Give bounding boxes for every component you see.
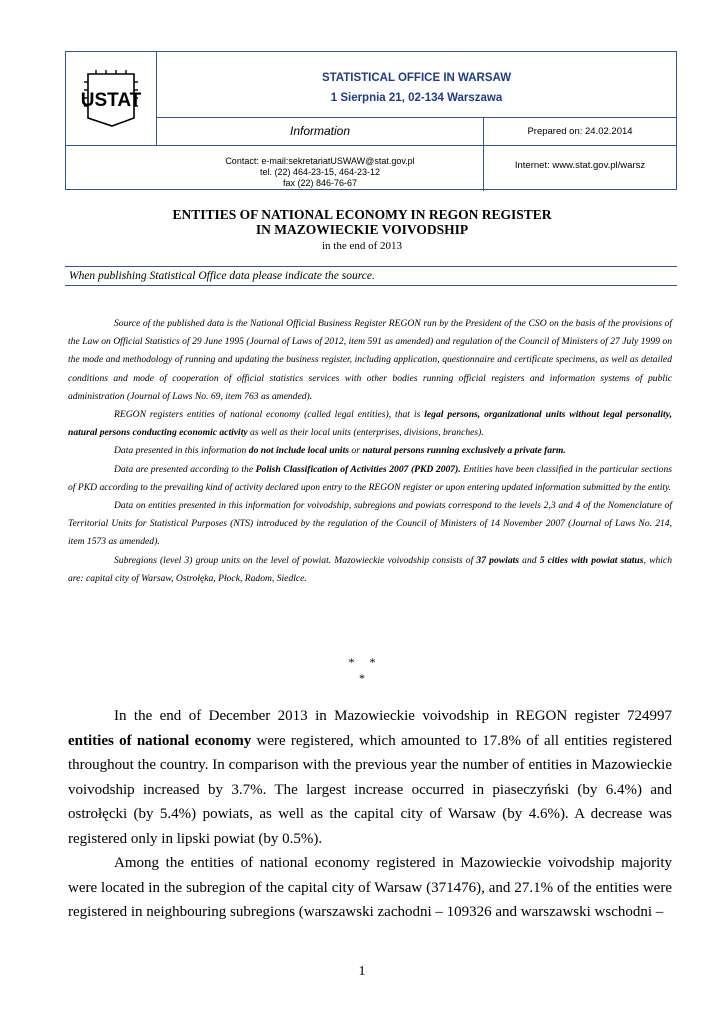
methodology-paragraph: Data on entities presented in this information for voivodship, subregions and powiats correspond to the levels 2,3 and 4 of the Nomenclature of Territorial Units for Statistical Purposes (NTS) introduced by the regulation of the Council of Ministers of 14 November 2007 (Journal of Laws No. 214, item 1573 as amended). bbox=[68, 500, 672, 548]
header-table bbox=[65, 51, 677, 190]
contact-tel: tel. (22) 464-23-15, 464-23-12 bbox=[259, 167, 381, 177]
body-paragraph: In the end of December 2013 in Mazowieckie voivodship in REGON register 724997 entities of national economy were registered, which amounted to 17.8% of all entities registered throughout the country. In comparison with the previous year the number of entities in Mazowieckie voivodship increased by 3.7%. The largest increase occurred in piaseczyński (by 6.4%) and ostrołęcki (by 5.4%) powiats, as well as the capital city of Warsaw (by 4.6%). A decrease was registered only in lipski powiat (by 0.5%). bbox=[68, 708, 672, 847]
methodology-paragraph: Data are presented according to the Polish Classification of Activities 2007 (PKD 2007). Entities have been classified in the particular sections of PKD according to the prevailing kind of activity declared upon entry to the REGON register or upon entering updated information submitted by the entity. bbox=[68, 463, 672, 493]
contact-row bbox=[66, 145, 676, 191]
separator-stars-top: * * bbox=[348, 655, 376, 669]
body-paragraph: Among the entities of national economy registered in Mazowieckie voivodship majority were located in the subregion of the capital city of Warsaw (371476), and 27.1% of the entities were registered in neighbouring subregions (warszawski zachodni – 109326 and warszawski wschodni – bbox=[68, 855, 672, 920]
office-cell bbox=[157, 52, 676, 118]
contact-email: Contact: e-mail:sekretariatUSWAW@stat.gov.pl bbox=[225, 156, 415, 166]
logo-lettering: USTAT bbox=[80, 90, 142, 111]
methodology-paragraph: Data presented in this information do not include local units or natural persons running exclusively a private farm. bbox=[114, 445, 566, 457]
contact-cell bbox=[157, 146, 484, 191]
logo-cell bbox=[66, 52, 157, 145]
contact-fax: fax (22) 846-76-67 bbox=[282, 178, 358, 188]
separator-stars-bottom: * bbox=[359, 671, 365, 685]
methodology-section bbox=[68, 315, 672, 588]
source-note: When publishing Statistical Office data please indicate the source. bbox=[65, 266, 677, 286]
ustat-logo-icon bbox=[66, 52, 157, 145]
methodology-paragraph: Subregions (level 3) group units on the level of powiat. Mazowieckie voivodship consists of 37 powiats and 5 cities with powiat status, which are: capital city of Warsaw, Ostrołęka, Płock, Radom, Siedlce. bbox=[68, 554, 672, 584]
title-line-2: IN MAZOWIECKIE VOIVODSHIP bbox=[255, 222, 469, 237]
office-address: 1 Sierpnia 21, 02-134 Warszawa bbox=[330, 92, 503, 104]
subtitle: in the end of 2013 bbox=[321, 240, 403, 252]
office-name: STATISTICAL OFFICE IN WARSAW bbox=[321, 72, 512, 84]
internet-address: Internet: www.stat.gov.pl/warsz bbox=[514, 160, 646, 171]
methodology-paragraph: Source of the published data is the National Official Business Register REGON run by the President of the CSO on the basis of the provisions of the Law on Official Statistics of 29 June 1995 (Journal of Laws of 2012, item 591 as amended) and regulation of the Council of Ministers of 27 July 1999 on the mode and methodology of running and updating the business register, including application, questionnaire and certificate specimens, as well as detailed conditions and mode of cooperation of official statistics services with other bodies running official registers and information systems of public administration (Journal of Laws No. 69, item 763 as amended). bbox=[68, 318, 672, 402]
methodology-paragraph: REGON registers entities of national economy (called legal entities), that is legal persons, organizational units without legal personality, natural persons conducting economic activity as well as their local units (enterprises, divisions, branches). bbox=[68, 409, 672, 439]
doc-type: Information bbox=[157, 118, 484, 145]
page-title bbox=[0, 207, 724, 237]
prepared-date: Prepared on: 24.02.2014 bbox=[527, 126, 633, 137]
page-number: 1 bbox=[358, 964, 366, 979]
title-line-1: ENTITIES OF NATIONAL ECONOMY IN REGON REGISTER bbox=[172, 207, 552, 222]
main-text bbox=[68, 704, 672, 925]
